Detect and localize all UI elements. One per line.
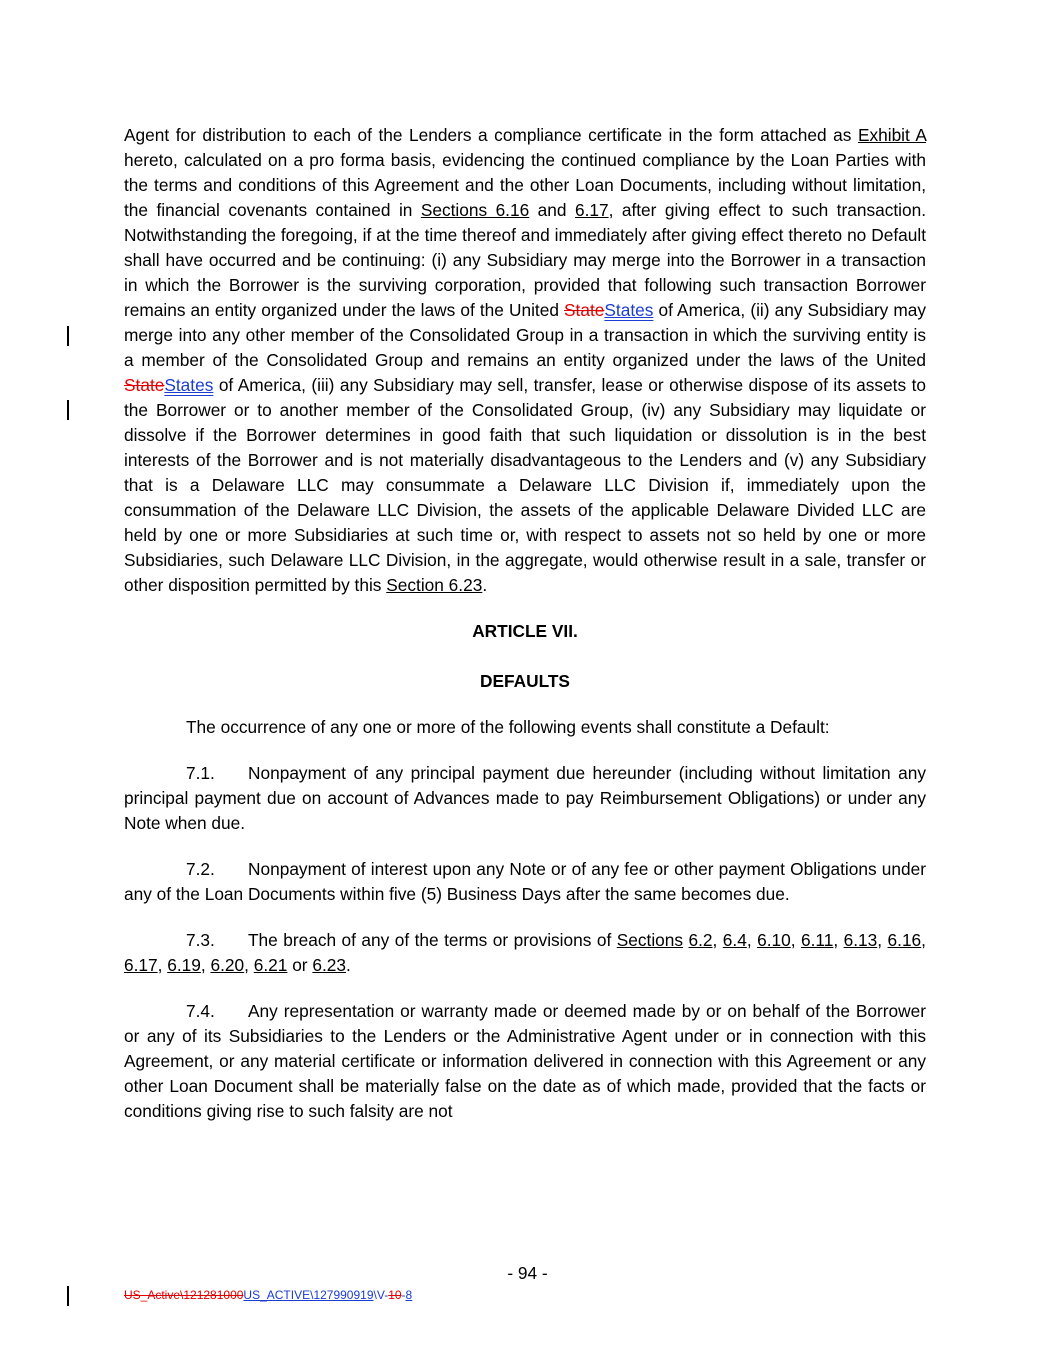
separator: ,: [157, 955, 168, 975]
section-ref: 6.10: [757, 930, 791, 950]
text-run: and: [529, 200, 575, 220]
section-ref: 6.23: [312, 955, 346, 975]
inserted-version: 8: [405, 1288, 413, 1302]
text-run: of America, (ii) any Subsidiary may merge into any other member of the Consolidated Group in a transaction in which the surviving entity is a member of the Consolidated Group and remains an entity organized under the laws of the United: [124, 300, 926, 370]
sections-ref: Sections: [616, 930, 684, 950]
section-7-2: [124, 857, 926, 907]
page-number: - 94 -: [507, 1263, 548, 1283]
deleted-doc-id: US_Active\121281000: [124, 1288, 244, 1302]
separator: ,: [746, 930, 758, 950]
deleted-text: State: [564, 300, 605, 320]
separator: .: [346, 955, 351, 975]
section-6-23-ref: Section 6.23: [386, 575, 483, 595]
section-ref: 6.11: [801, 930, 834, 950]
document-id-footer: [124, 1288, 412, 1302]
section-7-1: [124, 761, 926, 836]
separator: ,: [200, 955, 211, 975]
text-run: of America, (iii) any Subsidiary may sell, transfer, lease or otherwise dispose of its assets to the Borrower or to another member of the Consolidated Group, (iv) any Subsidiary may liquidate or dissolve if the Borrower determines in good faith that such liquidation or dissolution is in the best interests of the Borrower and is not materially disadvantageous to the Lenders and (v) any Subsidiary that is a Delaware LLC may consummate a Delaware LLC Division if, immediately upon the consummation of the Delaware LLC Division, the assets of the applicable Delaware Divided LLC are held by one or more Subsidiaries at such time or, with respect to assets not so held by one or more Subsidiaries, such Delaware LLC Division, in the aggregate, would otherwise result in a sale, transfer or other disposition permitted by this: [124, 375, 926, 595]
section-text: Nonpayment of any principal payment due hereunder (including without limitation any principal payment due on account of Advances made to pay Reimbursement Obligations) or under any Note when due.: [124, 763, 926, 833]
text-run: hereto, calculated on a pro forma basis, evidencing the continued compliance by the Loan Parties with the terms and conditions of this Agreement and the other Loan Documents, including without limitation, the financial covenants contained in: [124, 150, 926, 220]
exhibit-a-ref: Exhibit A: [857, 125, 926, 145]
deleted-text: State: [124, 375, 165, 395]
section-text: Nonpayment of interest upon any Note or of any fee or other payment Obligations under any of the Loan Documents within five (5) Business Days after the same becomes due.: [124, 859, 926, 904]
separator: or: [287, 955, 313, 975]
section-ref: 6.13: [843, 930, 878, 950]
article-number: ARTICLE VII.: [472, 621, 578, 641]
separator: ,: [712, 930, 723, 950]
section-6-17-ref: 6.17: [574, 200, 609, 220]
section-7-4: [124, 999, 926, 1124]
article-title: DEFAULTS: [480, 671, 570, 691]
section-number: 7.4.: [186, 1001, 215, 1021]
section-ref: 6.2: [688, 930, 713, 950]
section-7-3: [124, 928, 926, 978]
document-body: [124, 123, 926, 1124]
section-ref: 6.16: [887, 930, 922, 950]
inserted-text: States: [604, 300, 654, 320]
deleted-version: 10: [388, 1288, 402, 1302]
separator: ,: [244, 955, 254, 975]
doc-id-text: -: [401, 1288, 406, 1302]
change-bar-3: [67, 1286, 69, 1306]
text-run: Agent for distribution to each of the Lenders a compliance certificate in the form attached as: [124, 125, 858, 145]
carryover-paragraph: [124, 123, 926, 598]
section-ref: 6.19: [167, 955, 201, 975]
section-number: 7.3.: [186, 930, 215, 950]
separator: ,: [921, 930, 926, 950]
section-ref: 6.20: [210, 955, 245, 975]
inserted-doc-id: US_ACTIVE\127990919: [243, 1288, 374, 1302]
doc-id-text: \V-: [373, 1288, 389, 1302]
inserted-text: States: [164, 375, 214, 395]
section-ref: 6.4: [722, 930, 747, 950]
change-bar-1: [67, 326, 69, 346]
change-bar-2: [67, 400, 69, 420]
separator: ,: [833, 930, 844, 950]
sections-6-16-ref: Sections 6.16: [420, 200, 530, 220]
section-number: 7.1.: [186, 763, 215, 783]
section-number: 7.2.: [186, 859, 215, 879]
section-ref: 6.17: [124, 955, 158, 975]
section-text: Any representation or warranty made or deemed made by or on behalf of the Borrower or any of its Subsidiaries to the Lenders or the Administrative Agent under or in connection with this Agreement, or any material certificate or information delivered in connection with this Agreement or any other Loan Document shall be materially false on the date as of which made, provided that the facts or conditions giving rise to such falsity are not: [124, 1001, 926, 1121]
text-run: , after giving effect to such transaction. Notwithstanding the foregoing, if at the time thereof and immediately after giving effect thereto no Default shall have occurred and be continuing: (i) any Subsidiary may merge into the Borrower in a transaction in which the Borrower is the surviving corporation, provided that following such transaction Borrower remains an entity organized under the laws of the United: [124, 200, 927, 320]
section-ref: 6.21: [253, 955, 288, 975]
separator: ,: [877, 930, 888, 950]
section-text: The breach of any of the terms or provisions of: [248, 930, 617, 950]
separator: ,: [790, 930, 801, 950]
text-run: .: [482, 575, 488, 595]
article-intro: The occurrence of any one or more of the following events shall constitute a Default:: [186, 717, 830, 737]
